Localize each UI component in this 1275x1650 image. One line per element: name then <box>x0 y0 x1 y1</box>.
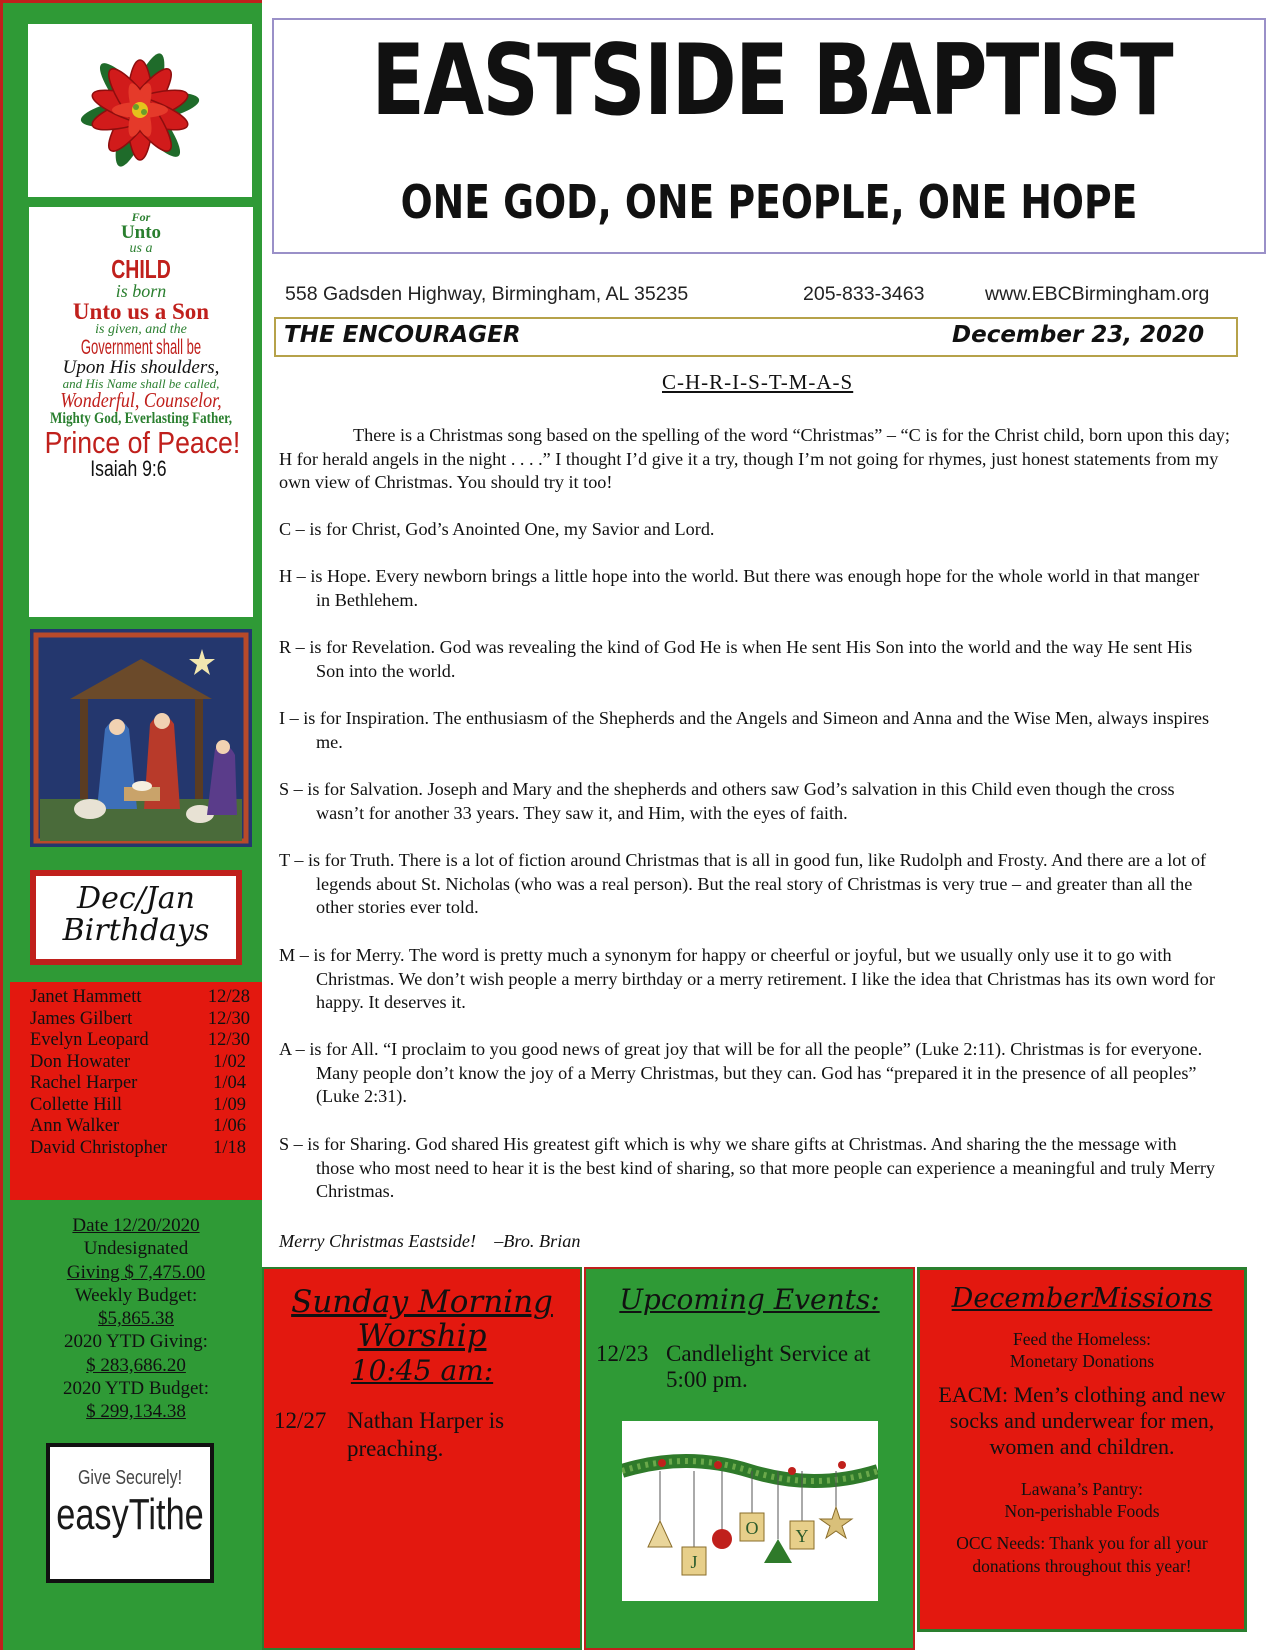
missions-item1-line2: Monetary Donations <box>1009 1351 1155 1371</box>
birthday-name: Ann Walker <box>30 1116 120 1136</box>
nativity-image <box>30 629 252 847</box>
birthday-list <box>10 982 262 1200</box>
article-item-m: M – is for Merry. The word is pretty much a synonym for happy or cheerful or joyful, but we usually only use it to go with Christmas. We don’t wish people a merry birthday or a merry retirement. I like the idea that Christmas has its own word for happy. It deserves it. <box>279 945 1215 1012</box>
ornament-letter: O <box>745 1518 759 1538</box>
church-name: EASTSIDE BAPTIST <box>371 24 1173 138</box>
events-title: Upcoming Events: <box>619 1283 880 1316</box>
missions-item3-line1: Lawana’s Pantry: <box>1021 1479 1143 1499</box>
missions-item4: OCC Needs: Thank you for all your donations throughout this year! <box>956 1533 1208 1576</box>
verse-line: Upon His shoulders, <box>62 357 220 378</box>
birthday-row <box>30 1095 250 1117</box>
verse-line: and His Name shall be called, <box>62 376 220 391</box>
giving-summary <box>10 1210 262 1434</box>
verse-line: Mighty God, Everlasting Father, <box>49 410 233 427</box>
ytd-giving-label: 2020 YTD Giving: <box>64 1331 208 1353</box>
newsletter-date: December 23, 2020 <box>952 322 1205 348</box>
ornament-letter: Y <box>795 1526 809 1546</box>
joy-ornament-image <box>622 1421 878 1601</box>
isaiah-verse-graphic <box>29 207 253 617</box>
newsletter-name: THE ENCOURAGER <box>284 322 521 348</box>
birthday-name: James Gilbert <box>30 1008 133 1029</box>
upcoming-events-box <box>584 1267 915 1650</box>
article-intro: There is a Christmas song based on the spelling of the word “Christmas” – “C is for the Christ child, born upon this day; H for herald angels in the night . . . .” I thought I’d give it a try, though I’m not going for rhymes, just honest statements from my own view of Christmas. You should try it too! <box>279 425 1230 492</box>
verse-line: us a <box>129 241 153 256</box>
nativity-scene-icon <box>30 629 252 847</box>
birthday-date: 1/06 <box>213 1116 246 1136</box>
poinsettia-image <box>28 24 252 197</box>
church-address: 558 Gadsden Highway, Birmingham, AL 35235 <box>285 283 689 305</box>
verse-line: Wonderful, Counselor, <box>60 388 222 412</box>
sunday-time: 10:45 am: <box>350 1354 494 1387</box>
church-phone: 205-833-3463 <box>803 283 925 305</box>
verse-line: is given, and the <box>95 322 187 337</box>
events-entry-text: Candlelight Service at 5:00 pm. <box>666 1341 871 1392</box>
birthday-name: Rachel Harper <box>30 1073 138 1093</box>
ytd-budget-value: $ 299,134.38 <box>86 1401 186 1423</box>
poinsettia-icon <box>28 24 252 197</box>
events-entry <box>596 1341 906 1393</box>
birthday-date: 1/09 <box>213 1094 246 1115</box>
verse-line: is born <box>115 281 167 301</box>
article-item-h: H – is Hope. Every newborn brings a little hope into the world. But there was enough hope for the whole world in that manger in Bethlehem. <box>279 566 1200 610</box>
birthdays-title-line1: Dec/Jan <box>77 881 195 916</box>
verse-line: For <box>131 210 151 224</box>
sunday-entry-text: Nathan Harper is preaching. <box>347 1408 505 1461</box>
birthday-row <box>30 1138 250 1160</box>
verse-line: Prince of Peace! <box>44 425 241 460</box>
sunday-worship-box <box>262 1267 582 1650</box>
birthday-date: 1/02 <box>213 1051 246 1072</box>
article-signoff: Merry Christmas Eastside! –Bro. Brian <box>279 1231 581 1251</box>
easytithe-tagline: Give Securely! <box>77 1467 183 1489</box>
missions-title: DecemberMissions <box>951 1283 1213 1314</box>
birthday-date: 12/30 <box>207 1030 250 1050</box>
sunday-entry <box>274 1407 564 1463</box>
birthday-date: 12/30 <box>207 1008 250 1029</box>
events-entry-date: 12/23 <box>596 1341 649 1366</box>
birthdays-title-line2: Birthdays <box>62 913 210 948</box>
article-item-t: T – is for Truth. There is a lot of fiction around Christmas that is all in good fun, like Rudolph and Frosty. And there are a lot of legends about St. Nicholas (who was a real person). But the real story of Christmas is very true – and greater than all the other stories ever told. <box>279 850 1207 917</box>
sunday-title-line1: Sunday Morning <box>291 1284 553 1320</box>
article-item-i: I – is for Inspiration. The enthusiasm of the Shepherds and the Angels and Simeon and Anna and the Wise Men, always inspires me. <box>279 708 1210 752</box>
birthday-row <box>30 1052 250 1074</box>
verse-line: Government shall be <box>80 336 202 359</box>
birthday-name: Collette Hill <box>30 1094 122 1115</box>
ornament-letter: J <box>690 1552 698 1572</box>
birthday-date: 12/28 <box>207 987 250 1007</box>
missions-item1-line1: Feed the Homeless: <box>1012 1329 1152 1349</box>
article-title: C-H-R-I-S-T-M-A-S <box>662 370 854 394</box>
article-item-c: C – is for Christ, God’s Anointed One, my Savior and Lord. <box>279 519 715 539</box>
birthday-name: Janet Hammett <box>30 987 142 1007</box>
weekly-budget-label: Weekly Budget: <box>74 1284 198 1306</box>
missions-item2: EACM: Men’s clothing and new socks and underwear for men, women and children. <box>938 1382 1226 1459</box>
easytithe-logo: easyTithe <box>56 1490 204 1539</box>
easytithe-button[interactable] <box>46 1443 214 1583</box>
weekly-budget-value: $5,865.38 <box>98 1308 174 1330</box>
birthday-date: 1/18 <box>213 1137 246 1158</box>
ytd-budget-label: 2020 YTD Budget: <box>62 1378 209 1400</box>
giving-date: Date 12/20/2020 <box>72 1215 200 1236</box>
giving-undesignated: Giving $ 7,475.00 <box>66 1261 206 1283</box>
birthday-name: Evelyn Leopard <box>30 1030 149 1050</box>
article-item-r: R – is for Revelation. God was revealing the kind of God He is when He sent His Son into the world and the way He sent His Son into the world. <box>279 637 1193 681</box>
verse-line: Unto <box>120 222 162 243</box>
article-item-a: A – is for All. “I proclaim to you good news of great joy that will be for all the people” (Luke 2:11). Christmas is for everyone. Many people don’t know the joy of a Merry Christmas, but they can. God has “prepared it in the presence of all peoples” (Luke 2:31). <box>279 1039 1203 1106</box>
verse-line: CHILD <box>111 254 171 284</box>
sunday-entry-date: 12/27 <box>274 1408 327 1433</box>
birthday-row <box>30 1030 250 1052</box>
missions-item3-line2: Non-perishable Foods <box>1004 1501 1160 1521</box>
birthday-row <box>30 987 250 1009</box>
birthday-row <box>30 1073 250 1095</box>
birthday-row <box>30 1116 250 1138</box>
article-item-s: S – is for Salvation. Joseph and Mary and the shepherds and others saw God’s salvation in this Child even though the cross wasn’t for another 33 years. They saw it, and Him, with the eyes of faith. <box>279 779 1175 823</box>
birthday-name: David Christopher <box>30 1137 168 1158</box>
church-website[interactable]: www.EBCBirmingham.org <box>985 283 1210 305</box>
december-missions-box <box>917 1267 1247 1632</box>
joy-garland-icon <box>622 1421 878 1601</box>
birthday-date: 1/04 <box>213 1073 246 1093</box>
giving-label: Undesignated <box>83 1238 189 1260</box>
birthday-name: Don Howater <box>30 1051 131 1072</box>
verse-line: Unto us a Son <box>72 299 210 324</box>
verse-line: Isaiah 9:6 <box>90 456 167 481</box>
sunday-title-line2: Worship <box>357 1318 487 1354</box>
article-item-s2: S – is for Sharing. God shared His greatest gift which is why we share gifts at Christmas. And sharing the the message with those who most need to hear it is the best kind of sharing, so that more people can experience a meaningful and truly Merry Christmas. <box>279 1134 1216 1201</box>
birthdays-title-box <box>30 870 242 965</box>
birthday-row <box>30 1009 250 1031</box>
church-tagline: ONE GOD, ONE PEOPLE, ONE HOPE <box>400 175 1138 229</box>
ytd-giving-value: $ 283,686.20 <box>86 1354 186 1376</box>
